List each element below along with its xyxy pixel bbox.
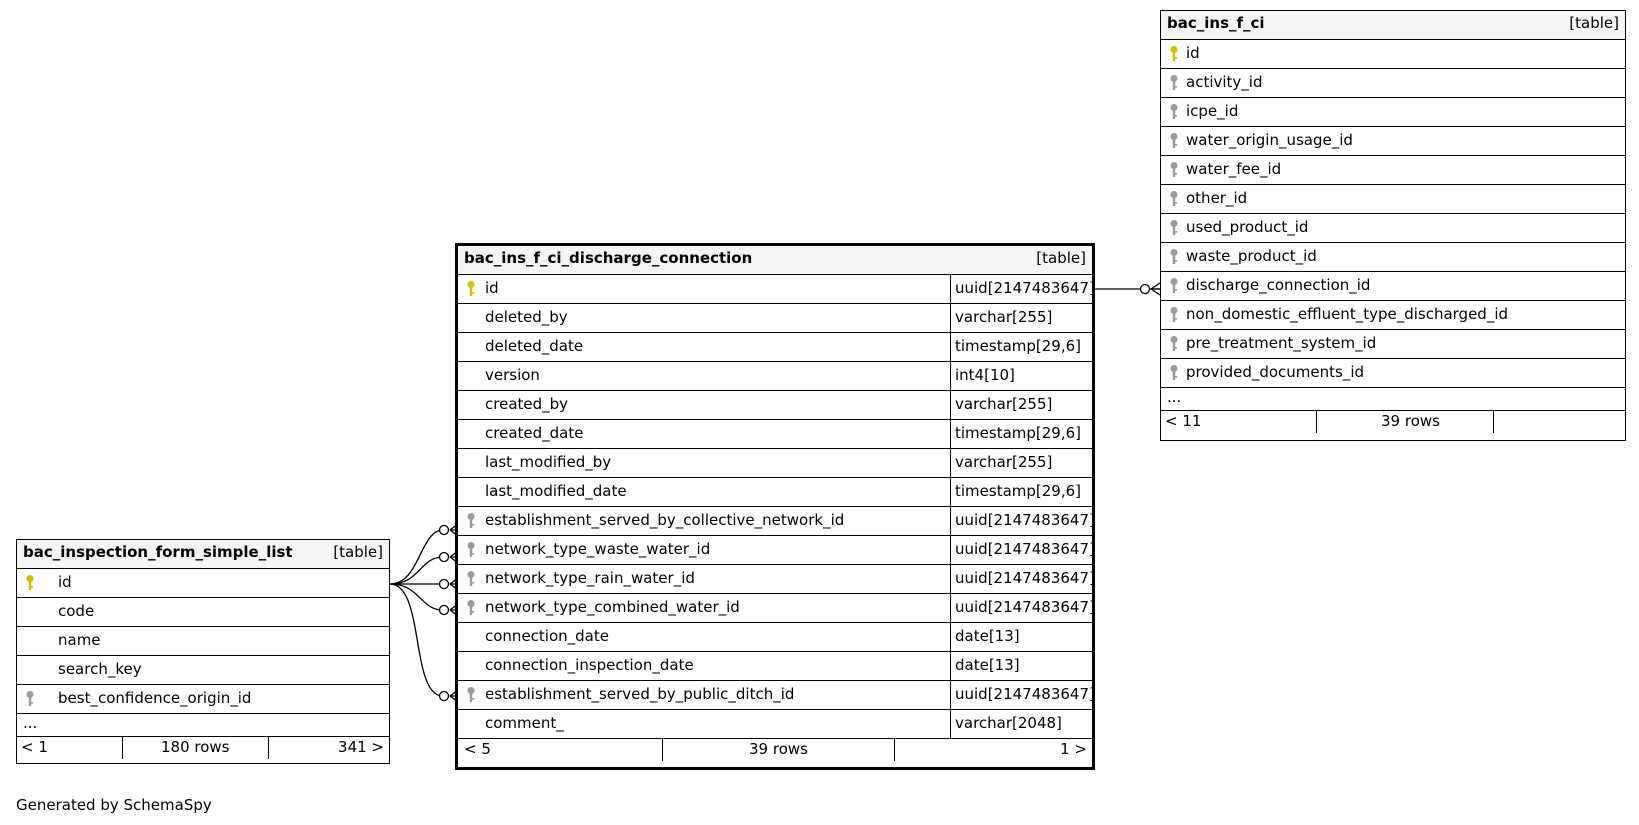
column-type: varchar[2048] — [950, 710, 1092, 738]
column-row[interactable] — [17, 598, 389, 627]
foreign-key-icon — [1168, 190, 1180, 208]
more-columns: ... — [1161, 388, 1625, 411]
column-name: id — [58, 573, 72, 591]
column-name: last_modified_date — [485, 482, 627, 500]
children-count[interactable]: 341 > — [338, 738, 384, 756]
column-row[interactable] — [458, 507, 1095, 536]
column-name: deleted_date — [485, 337, 584, 355]
column-name: non_domestic_effluent_type_discharged_id — [1186, 305, 1509, 323]
foreign-key-icon — [465, 512, 477, 530]
column-row[interactable] — [458, 652, 1092, 681]
foreign-key-icon — [465, 541, 477, 559]
column-row[interactable] — [1161, 185, 1625, 214]
column-type: uuid[2147483647] — [950, 507, 1092, 535]
parents-count[interactable]: < 5 — [464, 740, 491, 758]
column-name: connection_inspection_date — [485, 656, 694, 674]
column-row[interactable] — [1161, 330, 1625, 359]
column-row[interactable] — [1161, 301, 1625, 330]
column-row[interactable] — [1161, 69, 1625, 98]
column-name: activity_id — [1186, 73, 1263, 91]
column-type: timestamp[29,6] — [950, 478, 1092, 506]
table-header — [458, 246, 1092, 275]
table-name: bac_ins_f_ci_discharge_connection — [464, 249, 753, 267]
column-name: establishment_served_by_public_ditch_id — [485, 685, 795, 703]
column-name: comment_ — [485, 714, 564, 732]
column-row[interactable] — [458, 275, 1095, 304]
column-row[interactable] — [458, 304, 1092, 333]
column-row[interactable] — [1161, 359, 1625, 388]
foreign-key-icon — [24, 690, 36, 708]
column-type: uuid[2147483647] — [950, 565, 1092, 593]
column-name: icpe_id — [1186, 102, 1239, 120]
column-row[interactable] — [458, 333, 1092, 362]
foreign-key-icon — [1168, 335, 1180, 353]
column-row[interactable] — [17, 685, 389, 714]
column-name: deleted_by — [485, 308, 568, 326]
column-type: timestamp[29,6] — [950, 333, 1092, 361]
column-row[interactable] — [1161, 98, 1625, 127]
column-row[interactable] — [1161, 40, 1625, 69]
column-name: used_product_id — [1186, 218, 1309, 236]
column-name: waste_product_id — [1186, 247, 1317, 265]
column-row[interactable] — [458, 623, 1092, 652]
foreign-key-icon — [1168, 161, 1180, 179]
column-row[interactable] — [458, 710, 1092, 739]
column-name: network_type_waste_water_id — [485, 540, 711, 558]
table-footer — [17, 737, 389, 759]
column-name: water_origin_usage_id — [1186, 131, 1353, 149]
generated-by-credit: Generated by SchemaSpy — [16, 796, 212, 814]
foreign-key-icon — [1168, 219, 1180, 237]
foreign-key-icon — [1168, 74, 1180, 92]
column-type: uuid[2147483647] — [950, 536, 1092, 564]
parents-count[interactable]: < 1 — [21, 738, 48, 756]
column-name: network_type_rain_water_id — [485, 569, 695, 587]
foreign-key-icon — [465, 686, 477, 704]
column-row[interactable] — [1161, 243, 1625, 272]
foreign-key-icon — [465, 599, 477, 617]
column-row[interactable] — [458, 594, 1095, 623]
column-row[interactable] — [17, 569, 389, 598]
foreign-key-icon — [1168, 103, 1180, 121]
column-type: date[13] — [950, 652, 1092, 680]
column-type: uuid[2147483647] — [950, 275, 1092, 303]
column-type: timestamp[29,6] — [950, 420, 1092, 448]
table-type: [table] — [1036, 249, 1086, 267]
column-name: provided_documents_id — [1186, 363, 1365, 381]
foreign-key-icon — [465, 570, 477, 588]
foreign-key-icon — [1168, 277, 1180, 295]
foreign-key-icon — [1168, 248, 1180, 266]
column-row[interactable] — [458, 478, 1092, 507]
column-name: code — [58, 602, 95, 620]
column-type: varchar[255] — [950, 304, 1092, 332]
column-name: id — [1186, 44, 1200, 62]
column-name: id — [485, 279, 499, 297]
table-type: [table] — [1569, 14, 1619, 32]
column-name: network_type_combined_water_id — [485, 598, 740, 616]
column-row[interactable] — [1161, 214, 1625, 243]
primary-key-icon — [465, 280, 477, 298]
column-row[interactable] — [1161, 272, 1625, 301]
column-type: uuid[2147483647] — [950, 681, 1092, 709]
foreign-key-icon — [1168, 132, 1180, 150]
column-name: connection_date — [485, 627, 609, 645]
link-left-to-public-ditch — [390, 584, 443, 696]
column-row[interactable] — [1161, 127, 1625, 156]
column-row[interactable] — [458, 391, 1092, 420]
column-row[interactable] — [458, 565, 1095, 594]
table-bac-inspection-form-simple-list[interactable] — [16, 539, 390, 764]
column-name: establishment_served_by_collective_network_id — [485, 511, 845, 529]
column-name: created_by — [485, 395, 569, 413]
table-name: bac_ins_f_ci — [1167, 14, 1265, 32]
link-left-to-collective-network — [390, 530, 443, 584]
foreign-key-icon — [1168, 306, 1180, 324]
table-footer — [1161, 411, 1625, 433]
column-row[interactable] — [1161, 156, 1625, 185]
column-row[interactable] — [458, 681, 1095, 710]
link-left-to-combined-water — [390, 584, 443, 610]
children-count[interactable]: 1 > — [1060, 740, 1087, 758]
table-bac-ins-f-ci-discharge-connection[interactable] — [455, 243, 1095, 770]
column-name: last_modified_by — [485, 453, 612, 471]
column-name: created_date — [485, 424, 584, 442]
row-count: 39 rows — [1381, 412, 1440, 430]
column-name: best_confidence_origin_id — [58, 689, 252, 707]
table-bac-ins-f-ci[interactable] — [1160, 10, 1626, 441]
column-name: water_fee_id — [1186, 160, 1282, 178]
table-type: [table] — [333, 543, 383, 561]
column-name: name — [58, 631, 101, 649]
primary-key-icon — [24, 574, 36, 592]
column-name: pre_treatment_system_id — [1186, 334, 1377, 352]
column-name: other_id — [1186, 189, 1248, 207]
column-row[interactable] — [458, 362, 1092, 391]
table-header — [1161, 11, 1625, 40]
table-header — [17, 540, 389, 569]
more-columns: ... — [17, 714, 389, 737]
column-type: int4[10] — [950, 362, 1092, 390]
column-row[interactable] — [17, 627, 389, 656]
column-type: uuid[2147483647] — [950, 594, 1092, 622]
column-type: varchar[255] — [950, 449, 1092, 477]
table-footer — [458, 739, 1092, 761]
table-name: bac_inspection_form_simple_list — [23, 543, 293, 561]
column-name: discharge_connection_id — [1186, 276, 1371, 294]
foreign-key-icon — [1168, 364, 1180, 382]
primary-key-icon — [1168, 45, 1180, 63]
row-count: 39 rows — [749, 740, 808, 758]
column-name: search_key — [58, 660, 142, 678]
column-row[interactable] — [17, 656, 389, 685]
column-row[interactable] — [458, 449, 1092, 478]
column-row[interactable] — [458, 536, 1095, 565]
row-count: 180 rows — [161, 738, 230, 756]
column-name: version — [485, 366, 540, 384]
column-row[interactable] — [458, 420, 1092, 449]
column-type: date[13] — [950, 623, 1092, 651]
column-type: varchar[255] — [950, 391, 1092, 419]
parents-count[interactable]: < 11 — [1165, 412, 1202, 430]
